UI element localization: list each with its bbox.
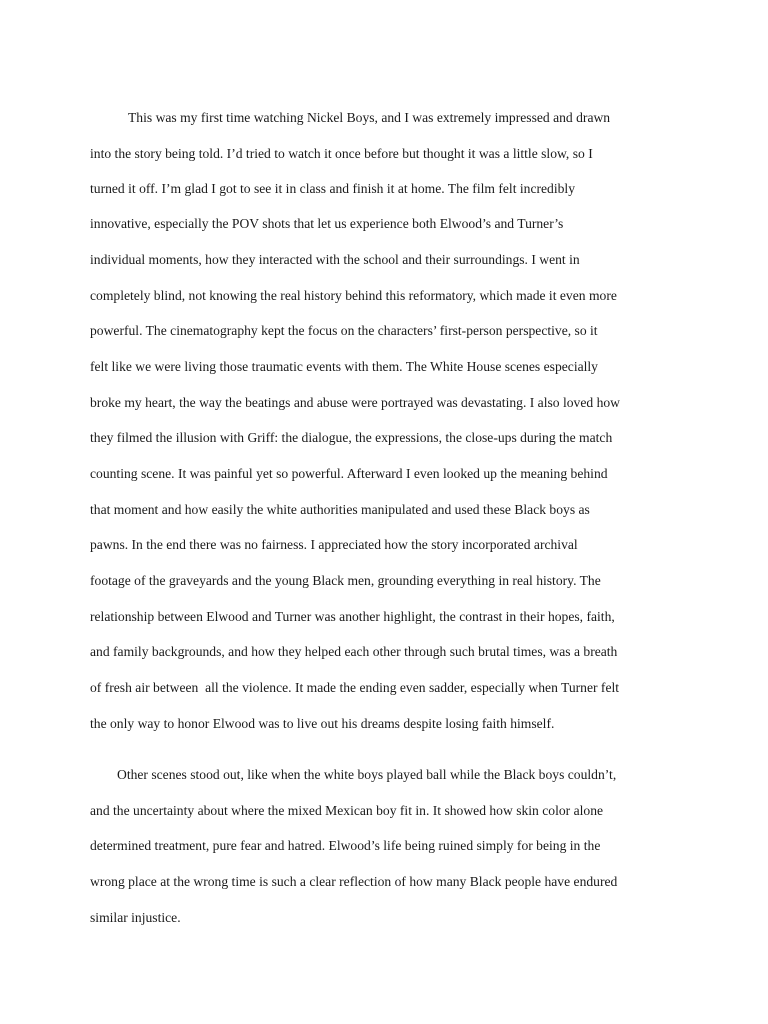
paragraph-1-line-4: innovative, especially the POV shots that let us experience both Elwood’s and Turner’s <box>90 216 564 231</box>
paragraph-1-line-18: the only way to honor Elwood was to live out his dreams despite losing faith himself. <box>90 716 555 731</box>
paragraph-1-line-7: powerful. The cinematography kept the focus on the characters’ first-person perspective, so it <box>90 323 598 338</box>
paragraph-2-line-3: determined treatment, pure fear and hatred. Elwood’s life being ruined simply for being in the <box>90 838 601 853</box>
paragraph-1-line-5: individual moments, how they interacted with the school and their surroundings. I went in <box>90 252 580 267</box>
paragraph-1-line-6: completely blind, not knowing the real history behind this reformatory, which made it even more <box>90 288 617 303</box>
paragraph-1-line-13: pawns. In the end there was no fairness. I appreciated how the story incorporated archival <box>90 537 578 552</box>
paragraph-1-line-14: footage of the graveyards and the young Black men, grounding everything in real history. The <box>90 573 601 588</box>
paragraph-1-line-15: relationship between Elwood and Turner was another highlight, the contrast in their hopes, faith, <box>90 609 615 624</box>
paragraph-1-line-12: that moment and how easily the white authorities manipulated and used these Black boys as <box>90 502 590 517</box>
paragraph-2-line-4: wrong place at the wrong time is such a clear reflection of how many Black people have endured <box>90 874 618 889</box>
paragraph-2-line-5: similar injustice. <box>90 910 181 925</box>
paragraph-1-line-2: into the story being told. I’d tried to watch it once before but thought it was a little slow, so I <box>90 146 593 161</box>
paragraph-1-line-11: counting scene. It was painful yet so powerful. Afterward I even looked up the meaning behind <box>90 466 608 481</box>
paragraph-1-line-10: they filmed the illusion with Griff: the dialogue, the expressions, the close-ups during the match <box>90 430 613 445</box>
paragraph-2-line-1: Other scenes stood out, like when the white boys played ball while the Black boys couldn’t, <box>117 767 617 782</box>
paragraph-2-line-2: and the uncertainty about where the mixed Mexican boy fit in. It showed how skin color alone <box>90 803 604 818</box>
paragraph-1-line-1: This was my first time watching Nickel Boys, and I was extremely impressed and drawn <box>128 110 611 125</box>
paragraph-1-line-8: felt like we were living those traumatic events with them. The White House scenes especially <box>90 359 598 374</box>
paragraph-1-line-9: broke my heart, the way the beatings and abuse were portrayed was devastating. I also loved how <box>90 395 620 410</box>
paragraph-1-line-16: and family backgrounds, and how they helped each other through such brutal times, was a breath <box>90 644 618 659</box>
paragraph-1-line-3: turned it off. I’m glad I got to see it in class and finish it at home. The film felt incredibly <box>90 181 575 196</box>
paragraph-1-line-17: of fresh air between all the violence. It made the ending even sadder, especially when Turner felt <box>90 680 620 695</box>
